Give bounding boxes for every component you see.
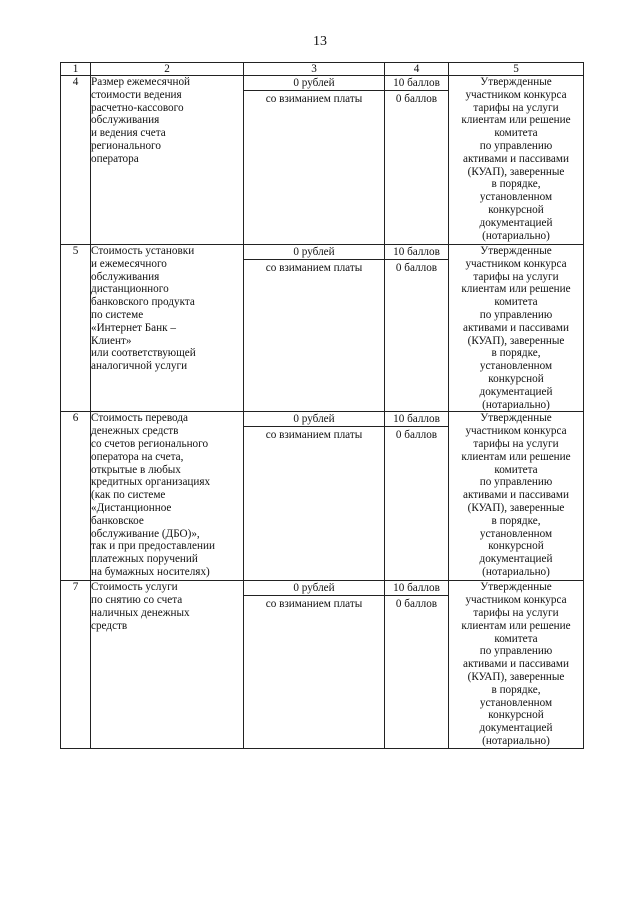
- score-bottom: 0 баллов: [395, 93, 438, 105]
- row-number: 6: [61, 412, 91, 581]
- criterion-text: Размер ежемесячной стоимости ведения расчетно-кассового обслуживания и ведения счета регионального оператора: [91, 76, 244, 245]
- document-text: Утвержденные участником конкурса тарифы на услуги клиентам или решение комитета по управлению активами и пассивами (КУАП), заверенные в порядке, установленном конкурсной документацией (нотариально): [449, 581, 584, 748]
- score-cell: [385, 412, 449, 581]
- document-text: Утвержденные участником конкурса тарифы на услуги клиентам или решение комитета по управлению активами и пассивами (КУАП), заверенные в порядке, установленном конкурсной документацией (нотариально): [449, 412, 584, 581]
- column-header: 5: [449, 63, 584, 76]
- table-row: [61, 245, 584, 412]
- price-top: 0 рублей: [244, 76, 384, 91]
- table-row: [61, 412, 584, 581]
- criterion-text: Стоимость услуги по снятию со счета наличных денежных средств: [91, 581, 244, 748]
- row-number: 7: [61, 581, 91, 748]
- document-text: Утвержденные участником конкурса тарифы на услуги клиентам или решение комитета по управлению активами и пассивами (КУАП), заверенные в порядке, установленном конкурсной документацией (нотариально): [449, 245, 584, 412]
- score-bottom: 0 баллов: [395, 598, 438, 611]
- table-row: [61, 581, 584, 748]
- price-cell: [244, 245, 385, 412]
- score-bottom: 0 баллов: [395, 429, 438, 442]
- price-top: 0 рублей: [244, 581, 384, 596]
- score-top: 10 баллов: [385, 245, 448, 260]
- page-number: 13: [313, 34, 327, 49]
- score-top: 10 баллов: [385, 581, 448, 596]
- criteria-table: [60, 62, 584, 749]
- table-header-row: [61, 63, 584, 76]
- score-top: 10 баллов: [385, 412, 448, 427]
- column-header: 4: [385, 63, 449, 76]
- price-bottom: со взиманием платы: [265, 598, 363, 611]
- column-header: 1: [61, 63, 91, 76]
- score-top: 10 баллов: [385, 76, 448, 91]
- document-text: Утвержденные участником конкурса тарифы на услуги клиентам или решение комитета по управлению активами и пассивами (КУАП), заверенные в порядке, установленном конкурсной документацией (нотариально): [449, 76, 584, 245]
- score-cell: [385, 76, 449, 245]
- criterion-text: Стоимость перевода денежных средств со счетов регионального оператора на счета, открытые в любых кредитных организациях (как по системе «Дистанционное банковское обслуживание (ДБО)», так и при предоставлении платежных поручений на бумажных носителях): [91, 412, 244, 581]
- criterion-text: Стоимость установки и ежемесячного обслуживания дистанционного банковского продукта по системе «Интернет Банк – Клиент» или соответствующей аналогичной услуги: [91, 245, 244, 412]
- price-top: 0 рублей: [244, 412, 384, 427]
- table-row: [61, 76, 584, 245]
- price-cell: [244, 412, 385, 581]
- column-header: 2: [91, 63, 244, 76]
- score-cell: [385, 581, 449, 748]
- price-bottom: со взиманием платы: [265, 429, 363, 442]
- row-number: 4: [61, 76, 91, 245]
- price-cell: [244, 76, 385, 245]
- price-top: 0 рублей: [244, 245, 384, 260]
- price-bottom: со взиманием платы: [265, 93, 363, 105]
- column-header: 3: [244, 63, 385, 76]
- price-cell: [244, 581, 385, 748]
- score-cell: [385, 245, 449, 412]
- price-bottom: со взиманием платы: [265, 262, 363, 274]
- row-number: 5: [61, 245, 91, 412]
- score-bottom: 0 баллов: [395, 262, 438, 274]
